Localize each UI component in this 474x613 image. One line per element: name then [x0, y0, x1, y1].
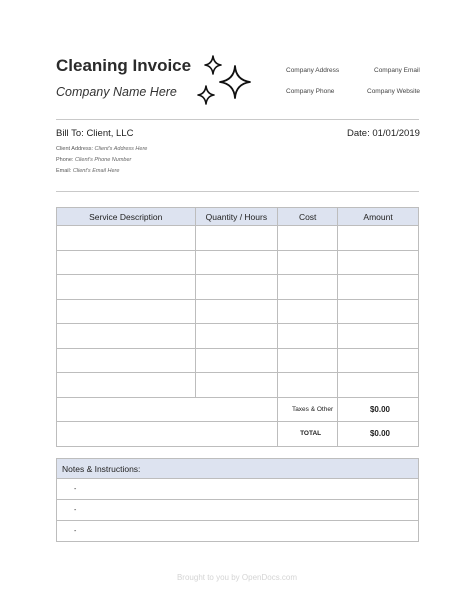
client-email-value: Client's Email Here	[72, 168, 120, 174]
company-website-label: Company Website	[367, 88, 420, 95]
invoice-title: Cleaning Invoice	[56, 56, 192, 75]
billto-divider	[56, 191, 419, 192]
total-spacer	[57, 422, 278, 447]
column-header-service: Service Description	[57, 208, 196, 226]
notes-heading: Notes & Instructions:	[57, 459, 419, 479]
table-row	[57, 373, 419, 398]
taxes-row	[57, 397, 419, 422]
notes-table	[56, 458, 419, 542]
service-cell[interactable]	[57, 348, 196, 373]
company-name: Company Name Here	[56, 85, 177, 99]
table-row	[57, 226, 419, 251]
table-row	[57, 250, 419, 275]
client-address	[56, 146, 147, 152]
amount-cell[interactable]	[338, 226, 419, 251]
amount-cell[interactable]	[338, 348, 419, 373]
quantity-cell[interactable]	[195, 348, 278, 373]
total-row	[57, 422, 419, 447]
client-phone-label: Phone:	[56, 157, 74, 163]
cost-cell[interactable]	[278, 348, 338, 373]
quantity-cell[interactable]	[195, 275, 278, 300]
total-value: $0.00	[338, 422, 419, 447]
taxes-value: $0.00	[338, 397, 419, 422]
service-cell[interactable]	[57, 250, 196, 275]
footer-credit: Brought to you by OpenDocs.com	[176, 573, 298, 582]
total-label: TOTAL	[278, 422, 338, 447]
cost-cell[interactable]	[278, 299, 338, 324]
amount-cell[interactable]	[338, 324, 419, 349]
column-header-cost: Cost	[278, 208, 338, 226]
table-header-row	[57, 208, 419, 226]
notes-item[interactable]: -	[57, 500, 419, 521]
table-row	[57, 324, 419, 349]
table-row	[57, 348, 419, 373]
header-divider	[56, 119, 419, 120]
company-address-label: Company Address	[286, 67, 340, 74]
service-table	[56, 207, 419, 447]
quantity-cell[interactable]	[195, 250, 278, 275]
client-phone-value: Client's Phone Number	[74, 157, 132, 163]
company-phone-label: Company Phone	[286, 88, 335, 95]
column-header-quantity: Quantity / Hours	[195, 208, 278, 226]
column-header-amount: Amount	[338, 208, 419, 226]
service-cell[interactable]	[57, 299, 196, 324]
company-email-label: Company Email	[374, 67, 420, 74]
cost-cell[interactable]	[278, 250, 338, 275]
invoice-date: Date: 01/01/2019	[347, 128, 420, 139]
quantity-cell[interactable]	[195, 324, 278, 349]
cost-cell[interactable]	[278, 324, 338, 349]
service-cell[interactable]	[57, 226, 196, 251]
cost-cell[interactable]	[278, 226, 338, 251]
client-phone	[56, 157, 131, 163]
service-cell[interactable]	[57, 373, 196, 398]
service-cell[interactable]	[57, 275, 196, 300]
taxes-label: Taxes & Other	[278, 397, 338, 422]
client-email-label: Email:	[56, 168, 72, 174]
cost-cell[interactable]	[278, 373, 338, 398]
notes-item[interactable]: -	[57, 521, 419, 542]
taxes-spacer	[57, 397, 278, 422]
amount-cell[interactable]	[338, 373, 419, 398]
quantity-cell[interactable]	[195, 299, 278, 324]
amount-cell[interactable]	[338, 299, 419, 324]
service-cell[interactable]	[57, 324, 196, 349]
client-email	[56, 168, 119, 174]
client-address-label: Client Address:	[56, 146, 93, 152]
quantity-cell[interactable]	[195, 226, 278, 251]
table-row	[57, 275, 419, 300]
amount-cell[interactable]	[338, 250, 419, 275]
notes-item[interactable]: -	[57, 479, 419, 500]
cost-cell[interactable]	[278, 275, 338, 300]
sparkle-icon	[194, 52, 254, 108]
amount-cell[interactable]	[338, 275, 419, 300]
client-address-value: Client's Address Here	[94, 146, 148, 152]
quantity-cell[interactable]	[195, 373, 278, 398]
table-row	[57, 299, 419, 324]
bill-to: Bill To: Client, LLC	[56, 128, 134, 139]
